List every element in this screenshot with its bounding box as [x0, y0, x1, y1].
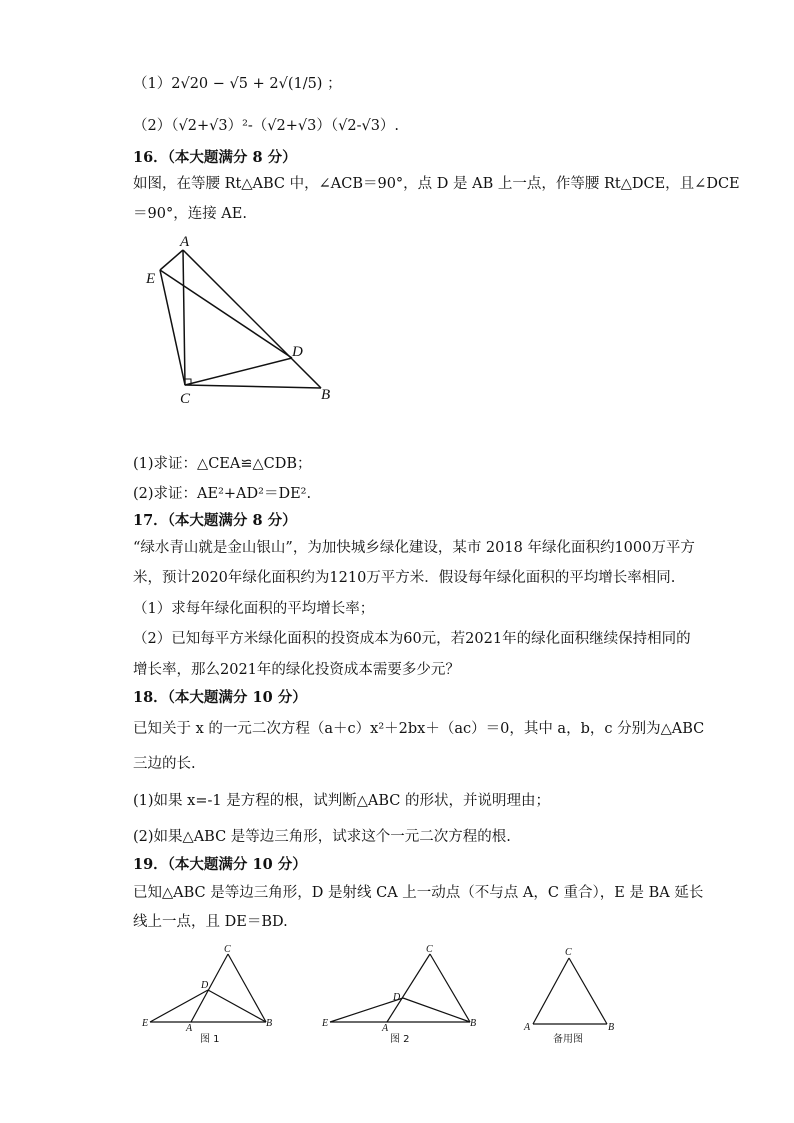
q19-figure-2	[320, 942, 480, 1047]
fig1-caption: 图 1	[200, 1034, 220, 1045]
q16-header: 16．（本大题满分 8 分）	[133, 149, 297, 166]
label-D: D	[201, 980, 209, 991]
segment-ED	[160, 270, 292, 358]
q15-part2	[133, 114, 399, 135]
segment-CA	[191, 954, 228, 1022]
q17-part1: （1）求每年绿化面积的平均增长率；	[133, 601, 375, 617]
q16-stem-line2: ＝90°，连接 AE.	[133, 206, 247, 222]
segment-DB	[403, 998, 470, 1022]
segment-CE	[160, 270, 185, 385]
fig2-caption: 图 2	[390, 1034, 410, 1045]
q16-figure	[140, 230, 350, 410]
q19-header: 19．（本大题满分 10 分）	[133, 856, 307, 873]
label-B: B	[266, 1018, 273, 1029]
q17-stem-line1: “绿水青山就是金山银山”，为加快城乡绿化建设，某市 2018 年绿化面积约1000万平方	[133, 540, 695, 556]
label-C: C	[565, 947, 572, 958]
q18-part2: (2)如果△ABC 是等边三角形，试求这个一元二次方程的根.	[133, 829, 511, 845]
q15-part2-number: （2）	[133, 118, 172, 134]
q18-stem-line1: 已知关于 x 的一元二次方程（a＋c）x²＋2bx＋（ac）＝0，其中 a，b，c 分别为△ABC	[133, 721, 705, 737]
q18-stem-line2: 三边的长.	[133, 756, 196, 772]
segment-CD	[185, 358, 292, 385]
q19-figure-1	[140, 942, 285, 1047]
label-E: E	[146, 271, 156, 287]
segment-CB	[185, 385, 321, 388]
q15-part2-expression: （√2+√3）²-（√2+√3）（√2-√3）.	[171, 118, 400, 134]
q15-part1-expression: 2√20 − √5 + 2√(1/5) ；	[171, 76, 342, 92]
segment-CA	[533, 958, 569, 1024]
label-D: D	[292, 344, 303, 360]
label-C: C	[426, 944, 433, 955]
backup-fig-caption: 备用图	[553, 1034, 583, 1045]
q19-stem-line2: 线上一点，且 DE＝BD.	[133, 914, 288, 930]
q19-stem-line1: 已知△ABC 是等边三角形，D 是射线 CA 上一动点（不与点 A，C 重合），E 是 BA 延长	[133, 885, 704, 901]
label-B: B	[470, 1018, 477, 1029]
label-E: E	[322, 1018, 329, 1029]
q17-stem-line2: 米，预计2020年绿化面积约为1210万平方米．假设每年绿化面积的平均增长率相同.	[133, 570, 676, 586]
q18-header: 18．（本大题满分 10 分）	[133, 689, 307, 706]
segment-AB	[183, 250, 321, 388]
label-D: D	[393, 992, 401, 1003]
label-A: A	[524, 1022, 531, 1033]
q16-stem-line1: 如图，在等腰 Rt△ABC 中，∠ACB＝90°，点 D 是 AB 上一点，作等腰 Rt△DCE，且∠DCE	[133, 176, 740, 192]
segment-CB	[569, 958, 607, 1024]
label-A: A	[186, 1023, 193, 1034]
q17-part2-line1: （2）已知每平方米绿化面积的投资成本为60元，若2021年的绿化面积继续保持相同的	[133, 631, 691, 647]
segment-AC	[183, 250, 185, 385]
segment-EA	[160, 250, 183, 270]
label-C: C	[180, 391, 191, 407]
label-A: A	[382, 1023, 389, 1034]
segment-CA	[387, 954, 430, 1022]
q19-backup-figure	[518, 942, 623, 1047]
q15-part1-number: （1）	[133, 76, 172, 92]
segment-CB	[430, 954, 470, 1022]
label-B: B	[321, 387, 331, 403]
label-B: B	[608, 1022, 615, 1033]
q17-header: 17．（本大题满分 8 分）	[133, 512, 297, 529]
q16-part1: (1)求证：△CEA≌△CDB；	[133, 456, 312, 472]
label-E: E	[142, 1018, 149, 1029]
q16-part2: (2)求证：AE²+AD²＝DE².	[133, 486, 312, 502]
label-C: C	[224, 944, 231, 955]
q17-part2-line2: 增长率，那么2021年的绿化投资成本需要多少元？	[133, 662, 460, 678]
label-A: A	[180, 234, 190, 250]
q18-part1: (1)如果 x=-1 是方程的根，试判断△ABC 的形状，并说明理由；	[133, 793, 550, 809]
q15-part1	[133, 72, 342, 93]
